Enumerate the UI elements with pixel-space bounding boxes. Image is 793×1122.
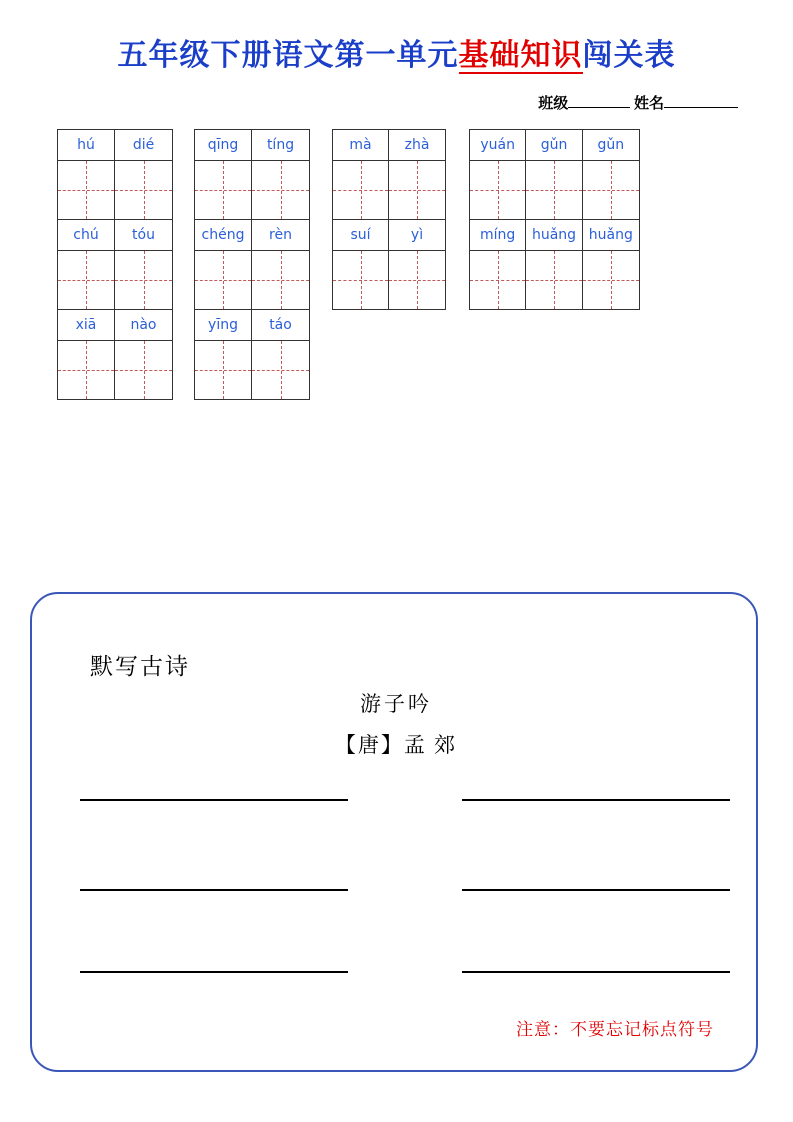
character-writing-cell[interactable] bbox=[389, 161, 445, 219]
pinyin-cell: huǎng bbox=[588, 227, 633, 243]
page-title-part1: 五年级下册语文第一单元 bbox=[117, 39, 459, 72]
pinyin-cell: xiā bbox=[58, 310, 115, 340]
character-writing-cell[interactable] bbox=[195, 251, 252, 309]
writing-line[interactable] bbox=[462, 799, 730, 801]
pinyin-cell: yì bbox=[410, 227, 424, 243]
pinyin-cell: suí bbox=[333, 220, 389, 250]
character-writing-cell[interactable] bbox=[58, 161, 115, 219]
character-writing-cell[interactable] bbox=[252, 341, 309, 399]
pinyin-row bbox=[470, 220, 639, 251]
poem-section-heading: 默写古诗 bbox=[90, 654, 190, 679]
pinyin-cell: míng bbox=[470, 220, 526, 250]
pinyin-cell: qīng bbox=[195, 130, 252, 160]
character-writing-cell[interactable] bbox=[195, 341, 252, 399]
character-writing-row[interactable] bbox=[470, 161, 639, 220]
writing-line[interactable] bbox=[462, 889, 730, 891]
pinyin-cell: hú bbox=[58, 130, 115, 160]
character-writing-cell[interactable] bbox=[389, 251, 445, 309]
name-input-blank[interactable] bbox=[664, 92, 738, 108]
pinyin-cell: yuán bbox=[470, 130, 526, 160]
pinyin-cell: nào bbox=[130, 317, 157, 333]
pinyin-grid-3 bbox=[332, 129, 446, 310]
pinyin-cell: zhà bbox=[404, 137, 430, 153]
pinyin-cell: táo bbox=[269, 317, 292, 333]
character-writing-cell[interactable] bbox=[583, 251, 639, 309]
poem-author: 【唐】孟 郊 bbox=[334, 733, 458, 757]
character-writing-row[interactable] bbox=[195, 161, 309, 220]
character-writing-cell[interactable] bbox=[470, 161, 526, 219]
student-info-row bbox=[538, 92, 738, 113]
character-writing-cell[interactable] bbox=[115, 161, 172, 219]
character-writing-cell[interactable] bbox=[583, 161, 639, 219]
character-writing-cell[interactable] bbox=[470, 251, 526, 309]
character-writing-row[interactable] bbox=[58, 161, 172, 220]
character-writing-cell[interactable] bbox=[252, 251, 309, 309]
poem-note: 注意：不要忘记标点符号 bbox=[516, 1020, 714, 1039]
character-writing-cell[interactable] bbox=[195, 161, 252, 219]
pinyin-cell: chéng bbox=[195, 220, 252, 250]
pinyin-cell: tóu bbox=[132, 227, 155, 243]
pinyin-row bbox=[195, 310, 309, 341]
pinyin-cell: gǔn bbox=[597, 137, 625, 153]
character-writing-cell[interactable] bbox=[333, 251, 389, 309]
character-writing-cell[interactable] bbox=[58, 341, 115, 399]
page-title-part2: 闯关表 bbox=[582, 39, 676, 72]
pinyin-row bbox=[58, 310, 172, 341]
class-label: 班级 bbox=[538, 96, 569, 112]
class-input-blank[interactable] bbox=[568, 92, 630, 108]
character-writing-cell[interactable] bbox=[526, 251, 582, 309]
character-writing-cell[interactable] bbox=[58, 251, 115, 309]
character-writing-row[interactable] bbox=[58, 251, 172, 310]
pinyin-row bbox=[195, 130, 309, 161]
character-writing-row[interactable] bbox=[195, 251, 309, 310]
page-title-highlight: 基础知识 bbox=[458, 39, 583, 72]
pinyin-cell: tíng bbox=[266, 137, 295, 153]
character-writing-row[interactable] bbox=[195, 341, 309, 399]
pinyin-cell: gǔn bbox=[526, 130, 582, 160]
pinyin-cell: chú bbox=[58, 220, 115, 250]
page-title bbox=[0, 30, 793, 74]
character-writing-cell[interactable] bbox=[115, 251, 172, 309]
character-writing-cell[interactable] bbox=[252, 161, 309, 219]
writing-line[interactable] bbox=[80, 889, 348, 891]
pinyin-row bbox=[58, 220, 172, 251]
character-writing-cell[interactable] bbox=[115, 341, 172, 399]
poem-title: 游子吟 bbox=[360, 692, 432, 716]
poem-dictation-box bbox=[30, 592, 758, 1072]
character-writing-row[interactable] bbox=[333, 251, 445, 309]
character-writing-row[interactable] bbox=[470, 251, 639, 309]
character-writing-cell[interactable] bbox=[526, 161, 582, 219]
name-label: 姓名 bbox=[633, 96, 664, 112]
pinyin-row bbox=[333, 130, 445, 161]
pinyin-grid-1 bbox=[57, 129, 173, 400]
pinyin-cell: yīng bbox=[195, 310, 252, 340]
pinyin-row bbox=[195, 220, 309, 251]
pinyin-row bbox=[58, 130, 172, 161]
pinyin-grid-2 bbox=[194, 129, 310, 400]
pinyin-cell: mà bbox=[333, 130, 389, 160]
pinyin-row bbox=[333, 220, 445, 251]
writing-line[interactable] bbox=[80, 971, 348, 973]
pinyin-grid-4 bbox=[469, 129, 640, 310]
character-writing-row[interactable] bbox=[333, 161, 445, 220]
character-writing-row[interactable] bbox=[58, 341, 172, 399]
writing-line[interactable] bbox=[462, 971, 730, 973]
pinyin-cell: huǎng bbox=[526, 220, 582, 250]
writing-line[interactable] bbox=[80, 799, 348, 801]
pinyin-cell: dié bbox=[132, 137, 155, 153]
character-writing-cell[interactable] bbox=[333, 161, 389, 219]
pinyin-row bbox=[470, 130, 639, 161]
pinyin-cell: rèn bbox=[269, 227, 292, 243]
